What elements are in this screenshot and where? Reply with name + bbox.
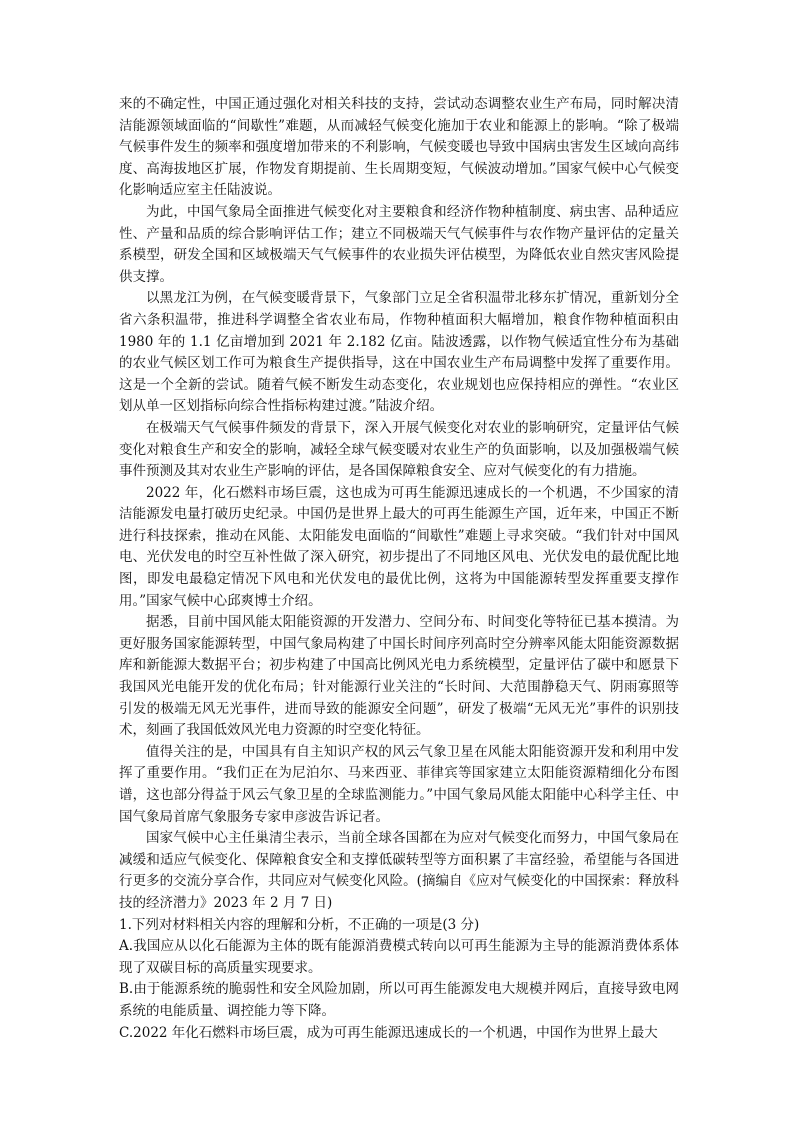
question-stem: 1.下列对材料相关内容的理解和分析，不正确的一项是(3 分) [119, 916, 480, 933]
article-paragraph-3: 以黑龙江为例，在气候变暖背景下，气象部门立足全省积温带北移东扩情况，重新划分全省六条积温带，推进科学调整全省农业布局，作物种植面积大幅增加，粮食作物种植面积由 1980 年的 1.1 亿亩增加到 2021 年 2.182 亿亩。陆波透露，以作物气候适宜性分布为基础的农业气候区划工作可为粮食生产提供指导，这在中国农业生产布局调整中发挥了重要作用。这是一个全新的尝试。随着气候不断发生动态变化，农业规划也应保持相应的弹性。“农业区划从单一区划指标向综合性指标构建过渡。”陆波介绍。 [119, 290, 679, 415]
article-paragraph-2: 为此，中国气象局全面推进气候变化对主要粮食和经济作物种植制度、病虫害、品种适应性、产量和品质的综合影响评估工作；建立不同极端天气气候事件与农作物产量评估的定量关系模型，研发全国和区域极端天气气候事件的农业损失评估模型，为降低农业自然灾害风险提供支撑。 [119, 203, 679, 285]
article-paragraph-6: 据悉，目前中国风能太阳能资源的开发潜力、空间分布、时间变化等特征已基本摸清。为更好服务国家能源转型，中国气象局构建了中国长时间序列高时空分辨率风能太阳能资源数据库和新能源大数据平台；初步构建了中国高比例风光电力系统模型，定量评估了碳中和愿景下我国风光电能开发的优化布局；针对能源行业关注的“长时间、大范围静稳天气、阴雨寡照等引发的极端无风无光事件，进而导致的能源安全问题”，研发了极端“无风无光”事件的识别技术，刻画了我国低效风光电力资源的时空变化特征。 [119, 614, 679, 739]
article-paragraph-4: 在极端天气气候事件频发的背景下，深入开展气候变化对农业的影响研究，定量评估气候变化对粮食生产和安全的影响，减轻全球气候变暖对农业生产的负面影响，以及加强极端气候事件预测及其对农业生产影响的评估，是各国保障粮食安全、应对气候变化的有力措施。 [119, 419, 679, 480]
question-option-b: B.由于能源系统的脆弱性和安全风险加剧，所以可再生能源发电大规模并网后，直接导致电网系统的电能质量、调控能力等下降。 [119, 981, 679, 1019]
question-option-c: C.2022 年化石燃料市场巨震，成为可再生能源迅速成长的一个机遇，中国作为世界上最大 [119, 1024, 658, 1041]
article-paragraph-8: 国家气候中心主任巢清尘表示，当前全球各国都在为应对气候变化而努力，中国气象局在减缓和适应气候变化、保障粮食安全和支撑低碳转型等方面积累了丰富经验，希望能与各国进行更多的交流分享合作，共同应对气候变化风险。(摘编自《应对气候变化的中国探索：释放科技的经济潜力》2023 年 2 月 7 日) [119, 830, 679, 911]
document-page [119, 94, 679, 1044]
article-paragraph-5: 2022 年，化石燃料市场巨震，这也成为可再生能源迅速成长的一个机遇，不少国家的清洁能源发电量打破历史纪录。中国仍是世界上最大的可再生能源生产国，近年来，中国正不断进行科技探索，推动在风能、太阳能发电面临的“间歇性”难题上寻求突破。“我们针对中国风电、光伏发电的时空互补性做了深入研究，初步提出了不同地区风电、光伏发电的最优配比地图，即发电最稳定情况下风电和光伏发电的最优比例，这将为中国能源转型发挥重要支撑作用。”国家气候中心邱爽博士介绍。 [119, 484, 679, 609]
question-option-a: A.我国应从以化石能源为主体的既有能源消费模式转向以可再生能源为主导的能源消费体系体现了双碳目标的高质量实现要求。 [119, 938, 679, 976]
article-paragraph-1: 来的不确定性，中国正通过强化对相关科技的支持，尝试动态调整农业生产布局，同时解决清洁能源领域面临的“间歇性”难题，从而减轻气候变化施加于农业和能源上的影响。“除了极端气候事件发生的频率和强度增加带来的不利影响，气候变暖也导致中国病虫害发生区域向高纬度、高海拔地区扩展，作物发育期提前、生长周期变短，气候波动增加。”国家气候中心气候变化影响适应室主任陆波说。 [119, 96, 679, 199]
article-paragraph-7: 值得关注的是，中国具有自主知识产权的风云气象卫星在风能太阳能资源开发和利用中发挥了重要作用。“我们正在为尼泊尔、马来西亚、菲律宾等国家建立太阳能资源精细化分布图谱，这也部分得益于风云气象卫星的全球监测能力。”中国气象局风能太阳能中心科学主任、中国气象局首席气象服务专家申彦波告诉记者。 [119, 743, 679, 825]
